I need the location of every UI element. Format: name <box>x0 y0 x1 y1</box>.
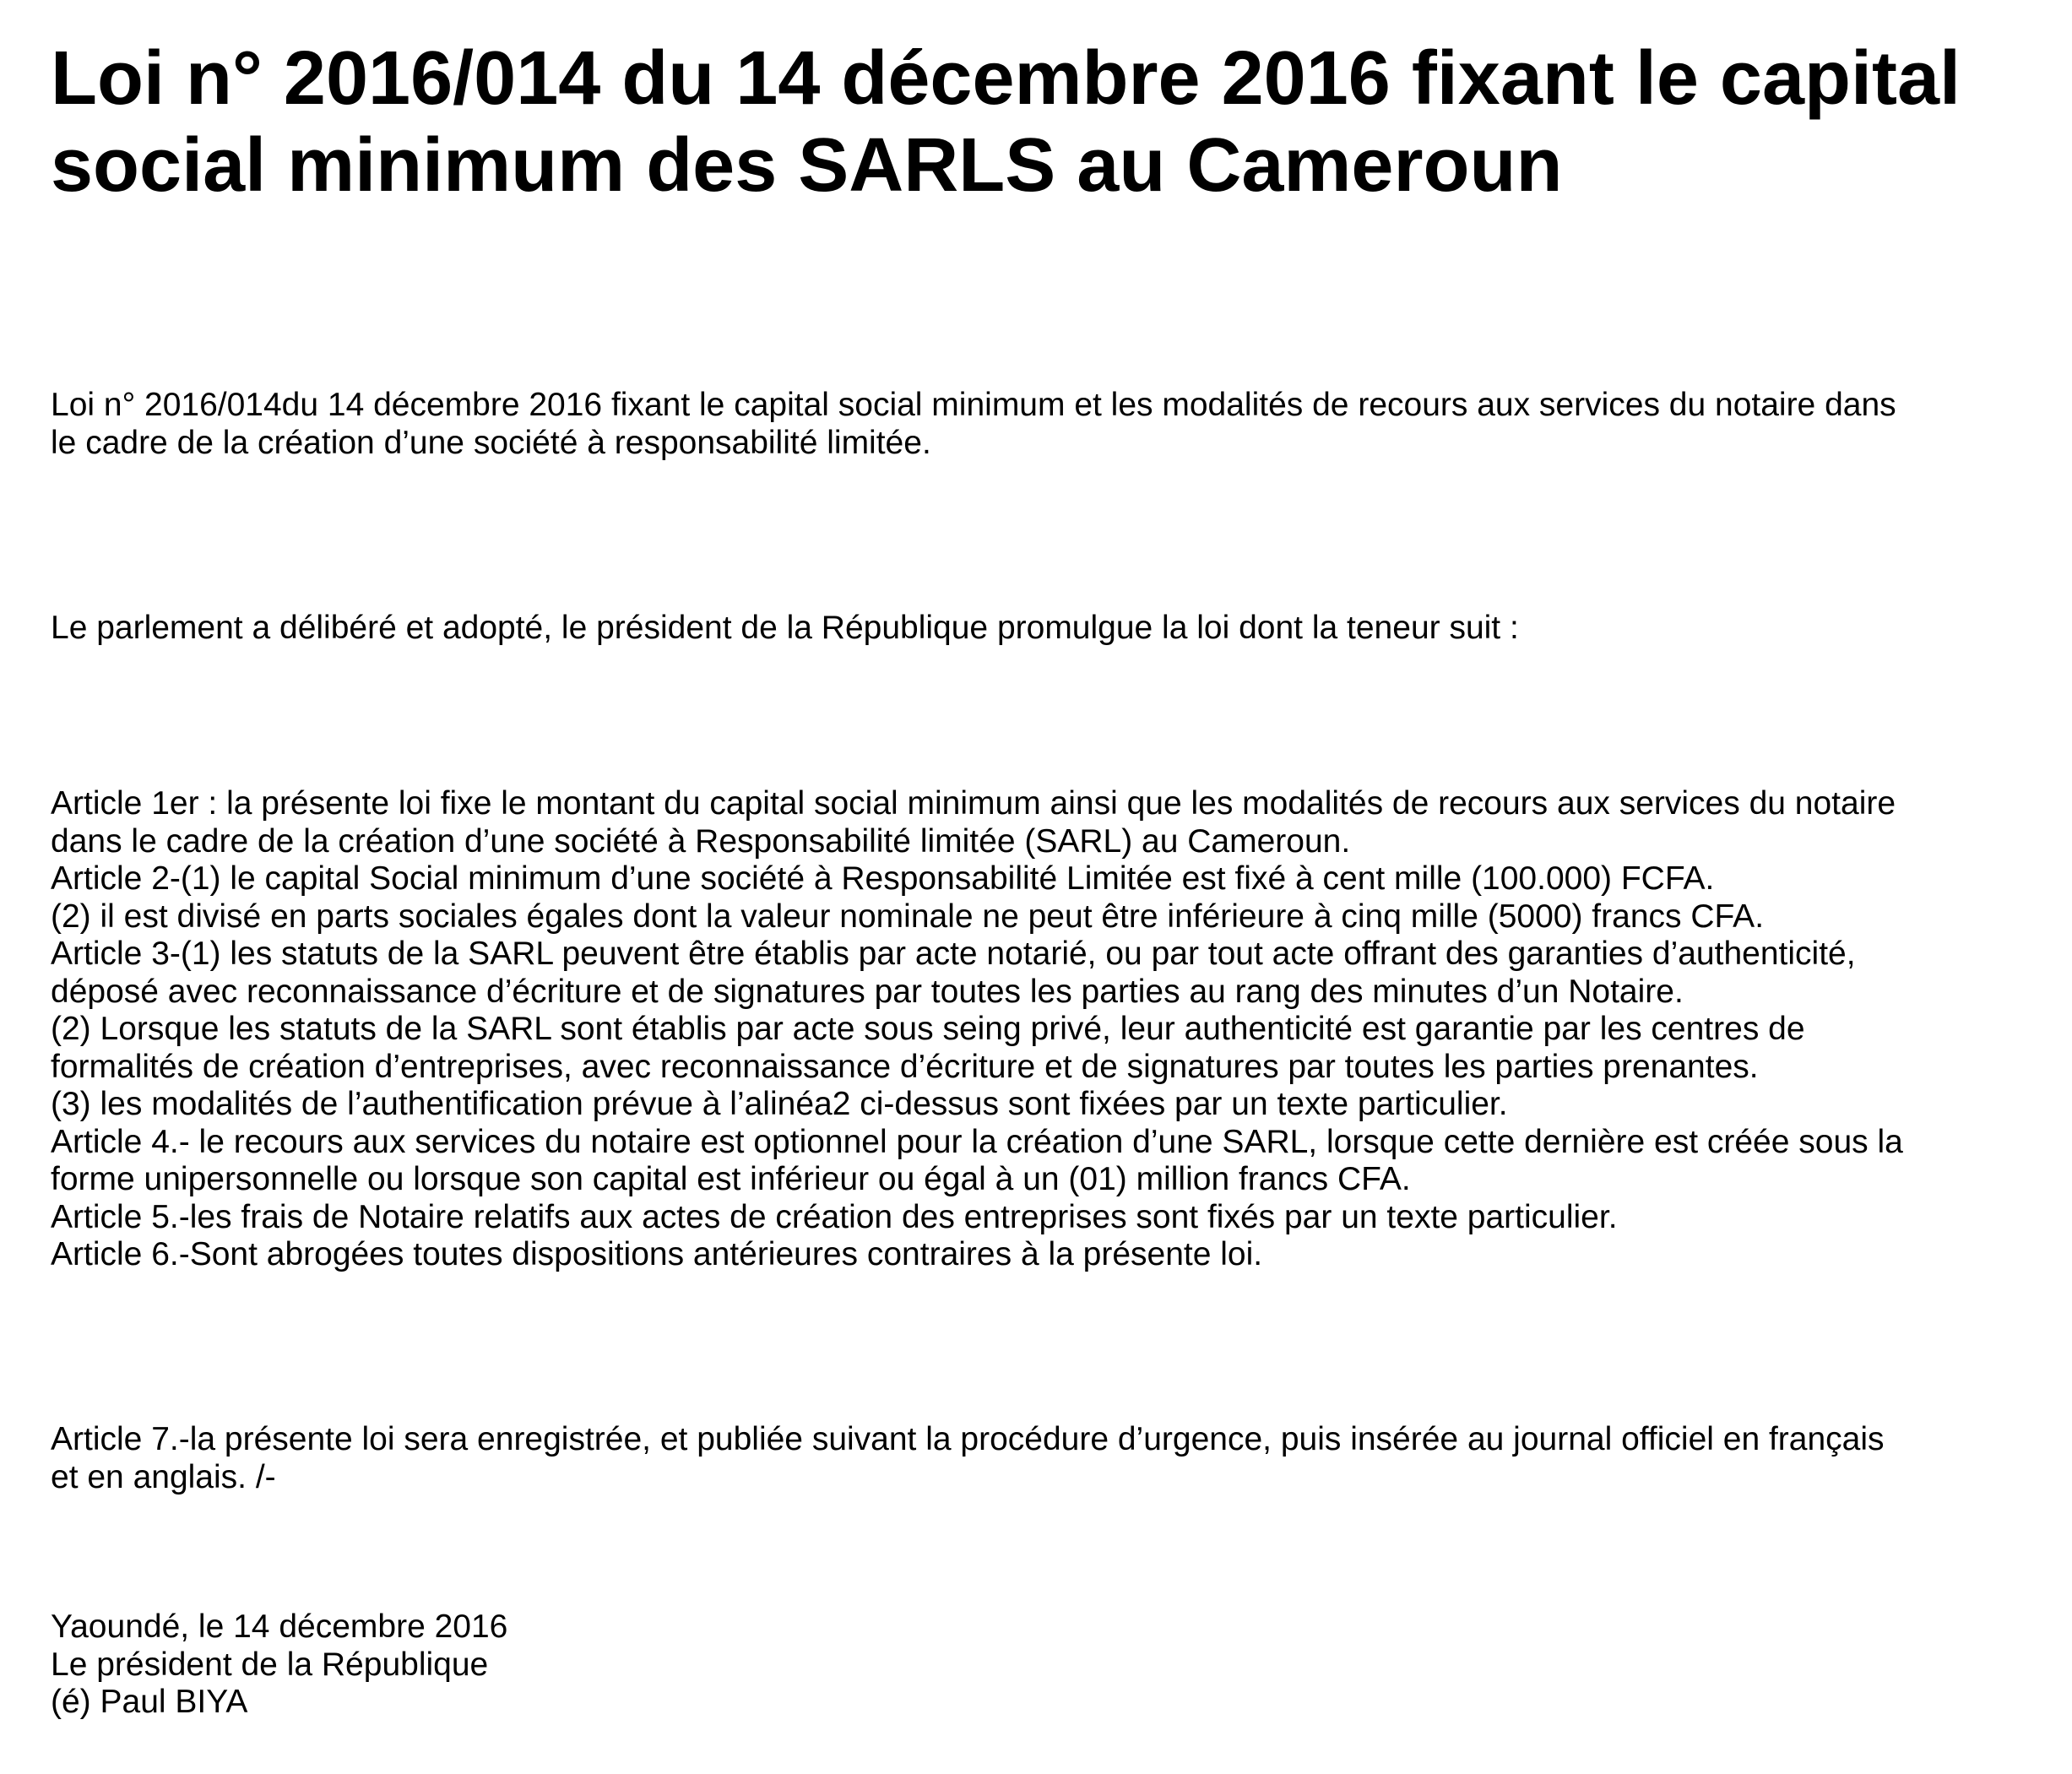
article-line: Article 5.-les frais de Notaire relatifs aux actes de création des entreprises sont fixés par un texte particulier. <box>51 1198 1618 1235</box>
article-line: (2) il est divisé en parts sociales égales dont la valeur nominale ne peut être inférieure à cinq mille (5000) francs CFA. <box>51 898 1765 935</box>
article-line: dans le cadre de la création d’une société à Responsabilité limitée (SARL) au Cameroun. <box>51 822 1351 860</box>
preamble-paragraph <box>51 610 2035 648</box>
document-title-line: Loi n° 2016/014 du 14 décembre 2016 fixant le capital <box>51 36 1961 121</box>
article-line: Article 1er : la présente loi fixe le montant du capital social minimum ainsi que les modalités de recours aux services du notaire <box>51 785 1896 822</box>
text-line: Loi n° 2016/014du 14 décembre 2016 fixant le capital social minimum et les modalités de recours aux services du notaire dans <box>51 387 1896 423</box>
article-line: Article 4.- le recours aux services du notaire est optionnel pour la création d’une SARL, lorsque cette dernière est créée sous la <box>51 1123 1903 1160</box>
article-line: Article 2-(1) le capital Social minimum d’une société à Responsabilité Limitée est fixé à cent mille (100.000) FCFA. <box>51 860 1715 897</box>
signature-place-date: Yaoundé, le 14 décembre 2016 <box>51 1609 508 1645</box>
article-line: formalités de création d’entreprises, avec reconnaissance d’écriture et de signatures par toutes les parties prenantes. <box>51 1048 1759 1085</box>
signature-block <box>51 1609 2035 1722</box>
final-article-paragraph <box>51 1421 2035 1496</box>
article-line: Article 6.-Sont abrogées toutes dispositions antérieures contraires à la présente loi. <box>51 1236 1263 1272</box>
document-title-line: social minimum des SARLS au Cameroun <box>51 123 1563 208</box>
article-line: forme unipersonnelle ou lorsque son capital est inférieur ou égal à un (01) million francs CFA. <box>51 1161 1411 1197</box>
law-intro-paragraph <box>51 387 2035 462</box>
signature-role: Le président de la République <box>51 1646 489 1683</box>
signature-signer: (é) Paul BIYA <box>51 1684 248 1720</box>
articles-block <box>51 785 2035 1274</box>
text-line: Le parlement a délibéré et adopté, le président de la République promulgue la loi dont la teneur suit : <box>51 610 1519 646</box>
document-title <box>51 35 2026 209</box>
article-line: (3) les modalités de l’authentification prévue à l’alinéa2 ci-dessus sont fixées par un texte particulier. <box>51 1086 1508 1122</box>
article-line: Article 7.-la présente loi sera enregistrée, et publiée suivant la procédure d’urgence, puis insérée au journal officiel en français <box>51 1421 1885 1457</box>
article-line: déposé avec reconnaissance d’écriture et de signatures par toutes les parties au rang des minutes d’un Notaire. <box>51 973 1684 1010</box>
article-line: et en anglais. /- <box>51 1458 276 1495</box>
article-line: Article 3-(1) les statuts de la SARL peuvent être établis par acte notarié, ou par tout acte offrant des garanties d’authenticité, <box>51 936 1856 972</box>
text-line: le cadre de la création d’une société à responsabilité limitée. <box>51 424 931 461</box>
article-line: (2) Lorsque les statuts de la SARL sont établis par acte sous seing privé, leur authenticité est garantie par les centres de <box>51 1011 1805 1047</box>
